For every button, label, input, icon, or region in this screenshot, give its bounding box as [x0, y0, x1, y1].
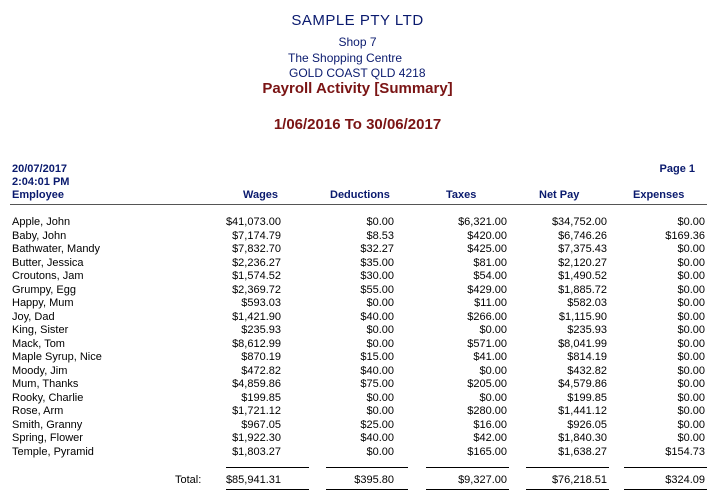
table-row — [0, 338, 715, 352]
print-time: 2:04:01 PM — [12, 176, 70, 188]
employee-table — [0, 216, 715, 459]
total-underline-taxes — [426, 489, 509, 490]
expenses-value: $0.00 — [677, 337, 705, 350]
wages-value: $1,922.30 — [232, 432, 281, 444]
deductions-value: $75.00 — [360, 378, 394, 390]
deductions-value: $55.00 — [360, 283, 394, 296]
wages-value: $1,803.27 — [232, 445, 281, 458]
wages-value: $4,859.86 — [232, 378, 281, 390]
net-pay-value: $34,752.00 — [551, 216, 607, 228]
expenses-value: $0.00 — [677, 418, 705, 431]
expenses-value: $0.00 — [677, 270, 705, 282]
net-pay-value: $1,840.30 — [558, 432, 607, 444]
deductions-value: $0.00 — [366, 324, 394, 336]
net-pay-value: $582.03 — [567, 297, 607, 309]
total-underline-wages — [226, 489, 309, 490]
taxes-value: $571.00 — [467, 337, 507, 350]
deductions-value: $40.00 — [360, 310, 394, 323]
total-taxes: $9,327.00 — [458, 474, 507, 486]
net-pay-value: $1,441.12 — [558, 405, 607, 417]
employee-name: Smith, Granny — [12, 418, 83, 431]
employee-name: Butter, Jessica — [12, 256, 84, 269]
wages-value: $1,574.52 — [232, 270, 281, 282]
table-row — [0, 432, 715, 446]
net-pay-value: $1,115.90 — [558, 310, 607, 323]
column-header-wages: Wages — [243, 189, 279, 201]
expenses-value: $0.00 — [677, 216, 705, 228]
net-pay-value: $2,120.27 — [558, 256, 607, 269]
expenses-value: $0.00 — [677, 405, 705, 417]
net-pay-value: $926.05 — [567, 418, 607, 431]
total-underline-net-pay — [526, 489, 609, 490]
taxes-value: $205.00 — [467, 378, 507, 390]
table-row — [0, 378, 715, 392]
employee-name: Happy, Mum — [12, 297, 74, 309]
taxes-value: $0.00 — [479, 391, 507, 404]
wages-value: $1,421.90 — [232, 310, 281, 323]
deductions-value: $0.00 — [366, 216, 394, 228]
total-underline-deductions — [326, 489, 408, 490]
deductions-value: $15.00 — [360, 351, 394, 363]
wages-value: $472.82 — [241, 364, 281, 377]
deductions-value: $0.00 — [366, 405, 394, 417]
taxes-value: $42.00 — [473, 432, 507, 444]
address-line-3: GOLD COAST QLD 4218 — [289, 66, 426, 80]
column-header-taxes: Taxes — [446, 189, 477, 201]
expenses-value: $169.36 — [665, 229, 705, 242]
table-row — [0, 243, 715, 257]
company-name: SAMPLE PTY LTD — [291, 12, 424, 29]
net-pay-value: $1,885.72 — [558, 283, 607, 296]
employee-name: Mack, Tom — [12, 337, 65, 350]
table-row — [0, 284, 715, 298]
deductions-value: $0.00 — [366, 391, 394, 404]
wages-value: $2,236.27 — [232, 256, 281, 269]
column-header-expenses: Expenses — [633, 189, 685, 201]
employee-name: Bathwater, Mandy — [12, 243, 101, 255]
taxes-value: $81.00 — [473, 256, 507, 269]
expenses-value: $0.00 — [677, 391, 705, 404]
total-deductions: $395.80 — [354, 474, 394, 486]
employee-name: Croutons, Jam — [12, 270, 84, 282]
table-row — [0, 446, 715, 460]
employee-name: Rooky, Charlie — [12, 391, 84, 404]
expenses-value: $0.00 — [677, 256, 705, 269]
table-row — [0, 216, 715, 230]
employee-name: Spring, Flower — [12, 432, 83, 444]
total-rule-wages — [226, 467, 309, 468]
table-row — [0, 270, 715, 284]
wages-value: $41,073.00 — [225, 216, 281, 228]
net-pay-value: $814.19 — [567, 351, 607, 363]
deductions-value: $0.00 — [366, 337, 394, 350]
deductions-value: $0.00 — [366, 297, 394, 309]
table-row — [0, 324, 715, 338]
expenses-value: $0.00 — [677, 243, 705, 255]
expenses-value: $0.00 — [677, 364, 705, 377]
deductions-value: $25.00 — [360, 418, 394, 431]
taxes-value: $425.00 — [467, 243, 507, 255]
net-pay-value: $1,490.52 — [558, 270, 607, 282]
employee-name: Temple, Pyramid — [12, 445, 94, 458]
totals-row — [0, 473, 715, 487]
expenses-value: $0.00 — [677, 432, 705, 444]
page-number: Page 1 — [659, 163, 695, 175]
net-pay-value: $199.85 — [567, 391, 607, 404]
print-date: 20/07/2017 — [12, 163, 68, 175]
taxes-value: $0.00 — [479, 364, 507, 377]
employee-name: King, Sister — [12, 324, 69, 336]
employee-name: Joy, Dad — [12, 310, 55, 323]
taxes-value: $16.00 — [473, 418, 507, 431]
net-pay-value: $6,746.26 — [558, 229, 607, 242]
net-pay-value: $235.93 — [567, 324, 607, 336]
deductions-value: $40.00 — [360, 364, 394, 377]
expenses-value: $0.00 — [677, 310, 705, 323]
net-pay-value: $432.82 — [567, 364, 607, 377]
deductions-value: $8.53 — [366, 229, 394, 242]
employee-name: Mum, Thanks — [12, 378, 79, 390]
column-header-net-pay: Net Pay — [539, 189, 580, 201]
taxes-value: $11.00 — [474, 297, 507, 309]
taxes-value: $0.00 — [479, 324, 507, 336]
total-rule-taxes — [426, 467, 509, 468]
table-row — [0, 365, 715, 379]
total-wages: $85,941.31 — [225, 474, 281, 486]
net-pay-value: $4,579.86 — [558, 378, 607, 390]
net-pay-value: $1,638.27 — [558, 445, 607, 458]
deductions-value: $35.00 — [360, 256, 394, 269]
wages-value: $8,612.99 — [232, 337, 281, 350]
employee-name: Rose, Arm — [12, 405, 64, 417]
wages-value: $967.05 — [241, 418, 281, 431]
total-rule-expenses — [624, 467, 707, 468]
taxes-value: $165.00 — [467, 445, 507, 458]
expenses-value: $0.00 — [677, 351, 705, 363]
net-pay-value: $7,375.43 — [558, 243, 607, 255]
table-row — [0, 230, 715, 244]
taxes-value: $420.00 — [467, 229, 507, 242]
employee-name: Maple Syrup, Nice — [12, 351, 102, 363]
expenses-value: $0.00 — [677, 283, 705, 296]
wages-value: $199.85 — [241, 391, 281, 404]
taxes-value: $41.00 — [473, 351, 507, 363]
deductions-value: $30.00 — [360, 270, 394, 282]
table-row — [0, 351, 715, 365]
table-row — [0, 311, 715, 325]
address-line-2: The Shopping Centre — [288, 51, 403, 65]
expenses-value: $0.00 — [677, 297, 705, 309]
expenses-value: $0.00 — [677, 324, 705, 336]
expenses-value: $0.00 — [677, 378, 705, 390]
employee-name: Grumpy, Egg — [12, 283, 76, 296]
total-underline-expenses — [624, 489, 707, 490]
totals-label: Total: — [175, 474, 202, 486]
address-line-1: Shop 7 — [338, 35, 377, 49]
wages-value: $593.03 — [241, 297, 281, 309]
employee-name: Baby, John — [12, 229, 67, 242]
total-expenses: $324.09 — [665, 474, 705, 486]
table-row — [0, 392, 715, 406]
total-net-pay: $76,218.51 — [551, 474, 607, 486]
wages-value: $7,174.79 — [232, 229, 281, 242]
taxes-value: $429.00 — [467, 283, 507, 296]
expenses-value: $154.73 — [665, 445, 705, 458]
deductions-value: $0.00 — [366, 445, 394, 458]
net-pay-value: $8,041.99 — [558, 337, 607, 350]
table-row — [0, 297, 715, 311]
taxes-value: $54.00 — [473, 270, 507, 282]
taxes-value: $280.00 — [467, 405, 507, 417]
header-rule — [10, 204, 707, 205]
employee-name: Apple, John — [12, 216, 71, 228]
total-rule-net-pay — [526, 467, 609, 468]
table-row — [0, 419, 715, 433]
wages-value: $2,369.72 — [232, 283, 281, 296]
column-header-employee: Employee — [12, 189, 64, 201]
report-title: Payroll Activity [Summary] — [262, 80, 453, 97]
taxes-value: $266.00 — [467, 310, 507, 323]
wages-value: $235.93 — [241, 324, 281, 336]
date-range: 1/06/2016 To 30/06/2017 — [273, 116, 442, 133]
deductions-value: $32.27 — [360, 243, 394, 255]
total-rule-deductions — [326, 467, 408, 468]
column-header-deductions: Deductions — [330, 189, 390, 201]
wages-value: $1,721.12 — [232, 405, 281, 417]
table-row — [0, 257, 715, 271]
employee-name: Moody, Jim — [12, 364, 68, 377]
taxes-value: $6,321.00 — [458, 216, 507, 228]
wages-value: $7,832.70 — [232, 243, 281, 255]
wages-value: $870.19 — [241, 351, 281, 363]
deductions-value: $40.00 — [360, 432, 394, 444]
table-row — [0, 405, 715, 419]
